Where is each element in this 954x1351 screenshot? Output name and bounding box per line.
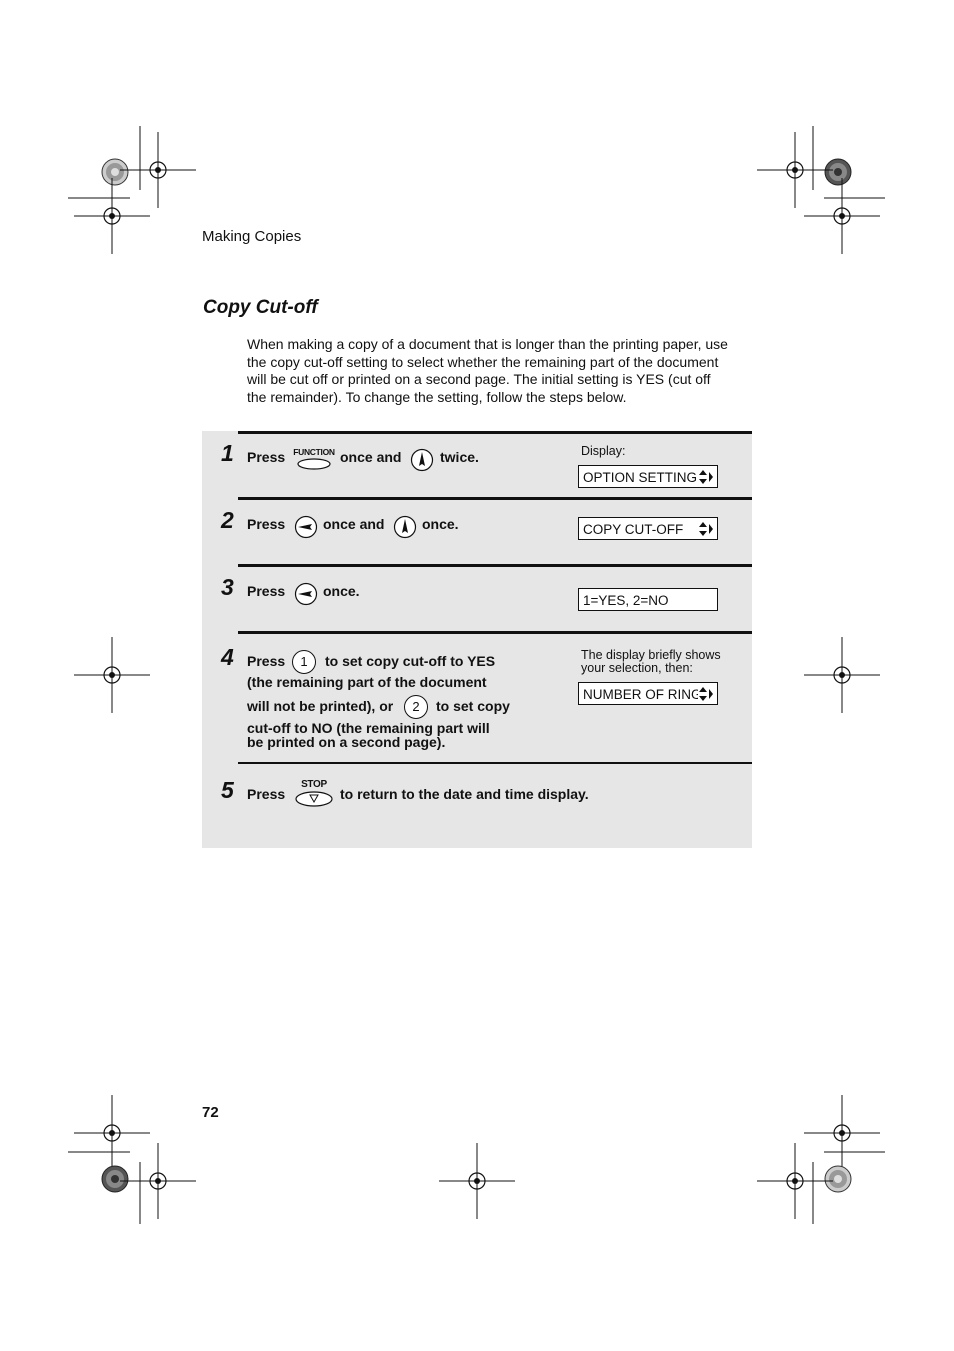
step-2-press: Press [247, 516, 286, 532]
step-4-text: will not be printed), or [247, 698, 394, 714]
step-4-text: cut-off to NO (the remaining part will [247, 720, 490, 736]
step-number: 3 [221, 574, 234, 600]
step-number: 1 [221, 440, 234, 466]
digit-key-1: 1 [292, 650, 316, 674]
step-3-press: Press [247, 583, 286, 599]
step-1-once-and: once and [340, 449, 402, 465]
up-arrow-key-icon [410, 448, 434, 472]
display-note-line: your selection, then: [581, 661, 693, 675]
running-head: Making Copies [202, 228, 302, 245]
right-arrow-key-icon [294, 515, 318, 539]
up-arrow-key-icon [393, 515, 417, 539]
updown-right-arrows-icon [698, 521, 714, 537]
step-4-text: (the remaining part of the document [247, 674, 487, 690]
step-divider [238, 564, 752, 567]
digit-key-2: 2 [404, 695, 428, 719]
updown-right-arrows-icon [698, 469, 714, 485]
intro-line: will be cut off or printed on a second page. The initial setting is YES (cut off [247, 371, 711, 387]
intro-line: the copy cut-off setting to select whether the remaining part of the document [247, 353, 719, 370]
right-arrow-key-icon [294, 582, 318, 606]
step-divider [238, 631, 752, 634]
step-number: 4 [221, 644, 234, 670]
step-2-once-and: once and [323, 516, 385, 532]
page-number: 72 [202, 1104, 219, 1121]
intro-line: When making a copy of a document that is longer than the printing paper, use [247, 336, 728, 352]
step-2-once: once. [422, 516, 459, 532]
step-divider [238, 497, 752, 500]
lcd-text: OPTION SETTING [583, 470, 698, 485]
step-3-once: once. [323, 583, 360, 599]
step-5-text: to return to the date and time display. [340, 786, 589, 802]
step-5-press: Press [247, 786, 286, 802]
section-title: Copy Cut-off [203, 297, 318, 318]
function-key-label: FUNCTION [293, 447, 335, 457]
stop-key-oval-icon [293, 790, 335, 808]
intro-paragraph [247, 336, 743, 406]
lcd-text: 1=YES, 2=NO [583, 593, 669, 608]
function-key-oval-icon [293, 457, 335, 471]
lcd-display-yes-no [578, 588, 718, 611]
function-key [293, 447, 335, 473]
step-4-text: to set copy [436, 698, 510, 714]
display-label: Display: [581, 444, 626, 458]
step-number: 2 [221, 507, 234, 533]
key-1 [292, 650, 316, 674]
lcd-text: NUMBER OF RING [583, 687, 702, 702]
step-number: 5 [221, 777, 234, 803]
lcd-display-copy-cut-off [578, 517, 718, 540]
lcd-text: COPY CUT-OFF [583, 522, 684, 537]
display-note [581, 649, 721, 675]
intro-line: the remainder). To change the setting, follow the steps below. [247, 388, 627, 405]
stop-key-label: STOP [301, 779, 327, 790]
key-2 [404, 695, 428, 719]
updown-right-arrows-icon [698, 686, 714, 702]
step-1-twice: twice. [440, 449, 479, 465]
lcd-display-number-of-rings [578, 682, 718, 705]
step-divider [238, 762, 752, 764]
display-note-line: The display briefly shows [581, 648, 721, 662]
step-4-text: Press [247, 653, 286, 669]
step-4-text: to set copy cut-off to YES [325, 653, 496, 669]
lcd-display-option-setting [578, 465, 718, 488]
step-divider [238, 431, 752, 434]
stop-key [293, 779, 335, 811]
step-4-text: be printed on a second page). [247, 734, 446, 750]
step-1-press: Press [247, 449, 286, 465]
